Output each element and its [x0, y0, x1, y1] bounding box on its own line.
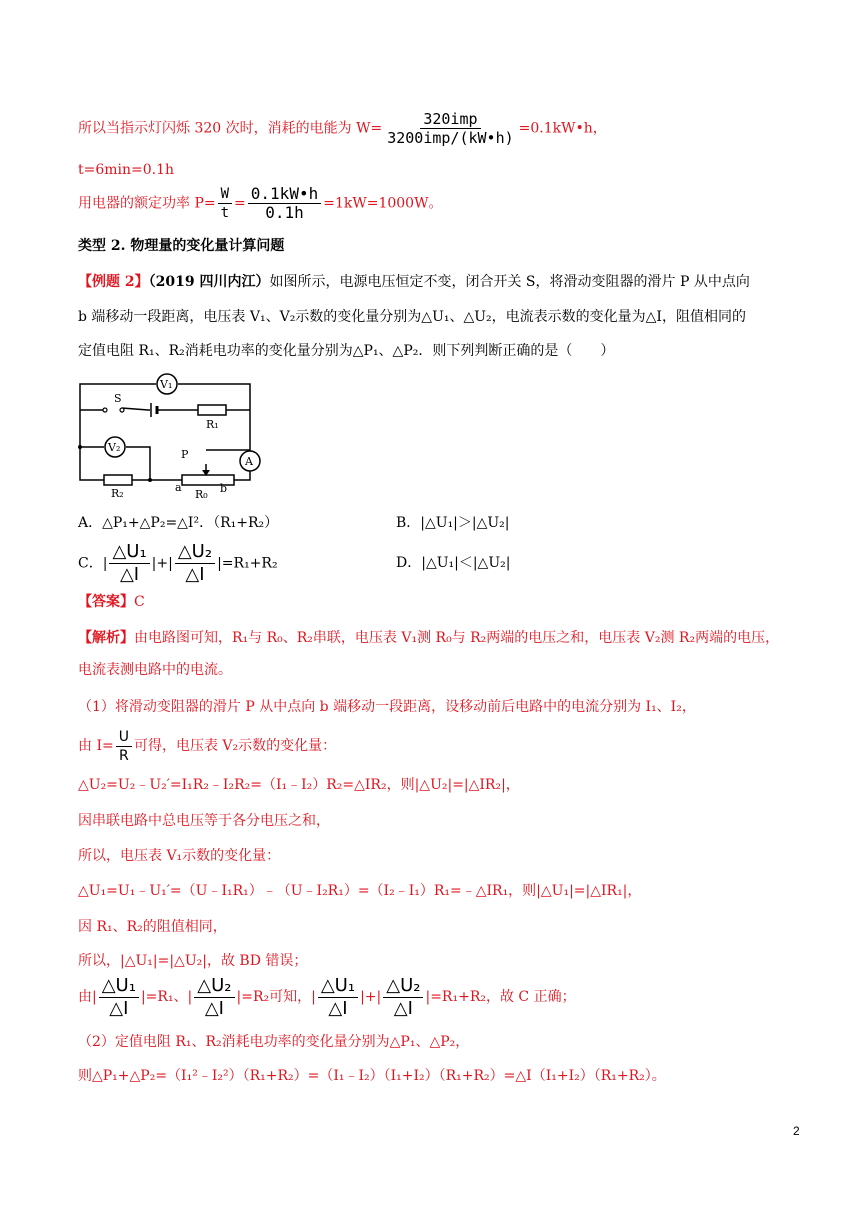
analysis-line-8: △U₁=U₁﹣U₁′=（U﹣I₁R₁）﹣（U﹣I₂R₁）=（I₂﹣I₁）R₁=﹣△IR₁，则|△U₁|=|△IR₁|， — [78, 883, 642, 899]
analysis-line-5: △U₂=U₂﹣U₂′=I₁R₂﹣I₂R₂=（I₁﹣I₂）R₂=△IR₂，则|△U₂|=|△IR₂|， — [78, 777, 520, 793]
intro-l1-suffix: =0.1kW•h， — [518, 120, 607, 137]
option-c-frac-2-num: △U₂ — [175, 541, 215, 564]
analysis-p4-prefix: 由 I= — [78, 738, 114, 754]
analysis-p11-prefix: 由| — [78, 989, 97, 1005]
analysis-frac-4-num: △U₂ — [383, 975, 423, 998]
answer-tag: 【答案】 — [78, 594, 134, 610]
label-p: P — [181, 448, 189, 461]
power-fraction-1-num: W — [218, 185, 232, 204]
ohm-fraction — [116, 728, 132, 765]
label-v2: V₂ — [108, 441, 121, 454]
intro-l3-prefix: 用电器的额定功率 P= — [78, 195, 216, 212]
intro-l3-suffix: =1kW=1000W。 — [323, 195, 443, 212]
intro-l1-prefix: 所以当指示灯闪烁 320 次时，消耗的电能为 W= — [78, 120, 383, 137]
power-fraction-2-den: 0.1h — [265, 203, 304, 222]
label-a: A — [245, 455, 253, 468]
option-c-frac-2-den: △I — [185, 564, 205, 585]
label-v1: V₁ — [160, 378, 173, 391]
analysis-frac-3-num: △U₁ — [318, 975, 358, 998]
power-fraction-2-num: 0.1kW•h — [248, 185, 321, 204]
label-a-end: a — [175, 481, 182, 494]
option-c-frac-1-num: △U₁ — [109, 541, 149, 564]
ohm-fraction-den: R — [118, 747, 129, 764]
analysis-line-1 — [78, 628, 779, 648]
power-fraction-1-den: t — [220, 205, 230, 221]
analysis-p11-t3: |+| — [360, 989, 382, 1005]
analysis-frac-3 — [318, 975, 358, 1020]
option-c — [78, 541, 278, 586]
option-c-suffix: |=R₁+R₂ — [217, 555, 278, 572]
analysis-p4-suffix: 可得，电压表 V₂示数的变化量： — [133, 738, 337, 754]
ohm-fraction-num: U — [116, 728, 132, 747]
circuit-diagram — [74, 372, 270, 502]
analysis-frac-3-den: △I — [328, 997, 348, 1019]
analysis-p11-t1: |=R₁、| — [140, 989, 193, 1005]
section-title: 类型 2. 物理量的变化量计算问题 — [78, 238, 285, 254]
analysis-p1: 由电路图可知，R₁与 R₀、R₂串联，电压表 V₁测 R₀与 R₂两端的电压之和，电压表 V₂测 R₂两端的电压， — [134, 630, 780, 646]
analysis-line-13: 则△P₁+△P₂=（I₁²﹣I₂²）（R₁+R₂）=（I₁﹣I₂）（I₁+I₂）（R₁+R₂）=△I（I₁+I₂）（R₁+R₂）。 — [78, 1068, 666, 1084]
intro-line-1 — [78, 110, 607, 147]
example-line-2: b 端移动一段距离，电压表 V₁、V₂示数的变化量分别为△U₁、△U₂，电流表示数的变化量为△I，阻值相同的 — [78, 309, 746, 325]
analysis-frac-2 — [194, 975, 234, 1020]
analysis-frac-2-num: △U₂ — [194, 975, 234, 998]
option-c-mid: |+| — [151, 555, 173, 572]
option-b: B．|△U₁|＞|△U₂| — [396, 515, 510, 531]
analysis-frac-1 — [99, 975, 139, 1020]
energy-fraction-num: 320imp — [420, 110, 480, 129]
analysis-line-7: 所以，电压表 V₁示数的变化量： — [78, 848, 281, 864]
analysis-tag: 【解析】 — [78, 630, 134, 646]
analysis-frac-4-den: △I — [393, 997, 413, 1019]
answer-value: C — [134, 594, 145, 610]
example-tag: 【例题 2】 — [78, 274, 149, 290]
analysis-frac-4 — [383, 975, 423, 1020]
power-fraction-1 — [218, 185, 232, 222]
analysis-line-6: 因串联电路中总电压等于各分电压之和， — [78, 813, 330, 829]
example-line-1 — [78, 272, 750, 292]
analysis-p11-suffix: |=R₁+R₂，故 C 正确； — [425, 989, 576, 1005]
analysis-p11-t2: |=R₂可知，| — [236, 989, 316, 1005]
intro-line-2: t=6min=0.1h — [78, 162, 175, 178]
analysis-line-2: 电流表测电路中的电流。 — [78, 662, 232, 678]
option-c-frac-1 — [109, 541, 149, 586]
analysis-line-3: （1）将滑动变阻器的滑片 P 从中点向 b 端移动一段距离，设移动前后电路中的电流分别为 I₁、I₂， — [78, 699, 696, 715]
label-b: b — [220, 482, 228, 495]
label-s: S — [114, 392, 122, 405]
answer-line — [78, 592, 145, 612]
power-fraction-2 — [248, 185, 321, 222]
option-d: D．|△U₁|＜|△U₂| — [396, 555, 511, 571]
option-a: A．△P₁+△P₂=△I²．（R₁+R₂） — [78, 515, 279, 531]
analysis-line-9: 因 R₁、R₂的阻值相同， — [78, 919, 227, 935]
analysis-frac-1-den: △I — [109, 997, 129, 1019]
option-c-frac-2 — [175, 541, 215, 586]
analysis-frac-2-den: △I — [204, 997, 224, 1019]
page-number: 2 — [793, 1124, 800, 1138]
energy-fraction — [384, 110, 516, 147]
label-r1: R₁ — [206, 418, 219, 431]
example-text-1: 如图所示，电源电压恒定不变，闭合开关 S，将滑动变阻器的滑片 P 从中点向 — [269, 274, 750, 290]
option-c-frac-1-den: △I — [119, 564, 140, 585]
example-source: （2019 四川内江） — [148, 274, 270, 290]
analysis-line-11 — [78, 973, 576, 1021]
analysis-line-4 — [78, 726, 336, 766]
analysis-line-10: 所以，|△U₁|=|△U₂|，故 BD 错误； — [78, 953, 308, 969]
label-r2: R₂ — [111, 487, 124, 500]
example-line-3: 定值电阻 R₁、R₂消耗电功率的变化量分别为△P₁、△P₂．则下列判断正确的是（ ） — [78, 343, 615, 359]
analysis-line-12: （2）定值电阻 R₁、R₂消耗电功率的变化量分别为△P₁、△P₂， — [78, 1034, 470, 1050]
intro-line-3: 用电器的额定功率 P= $\frac{W}{t}$ = $\frac{0.1kW•h}{0.1h}$ =1kW=1000W。 — [78, 184, 443, 222]
energy-fraction-den: 3200imp/(kW•h) — [387, 129, 514, 147]
label-r0: R₀ — [195, 488, 208, 501]
analysis-frac-1-num: △U₁ — [99, 975, 139, 998]
option-c-prefix: C．| — [78, 555, 108, 572]
